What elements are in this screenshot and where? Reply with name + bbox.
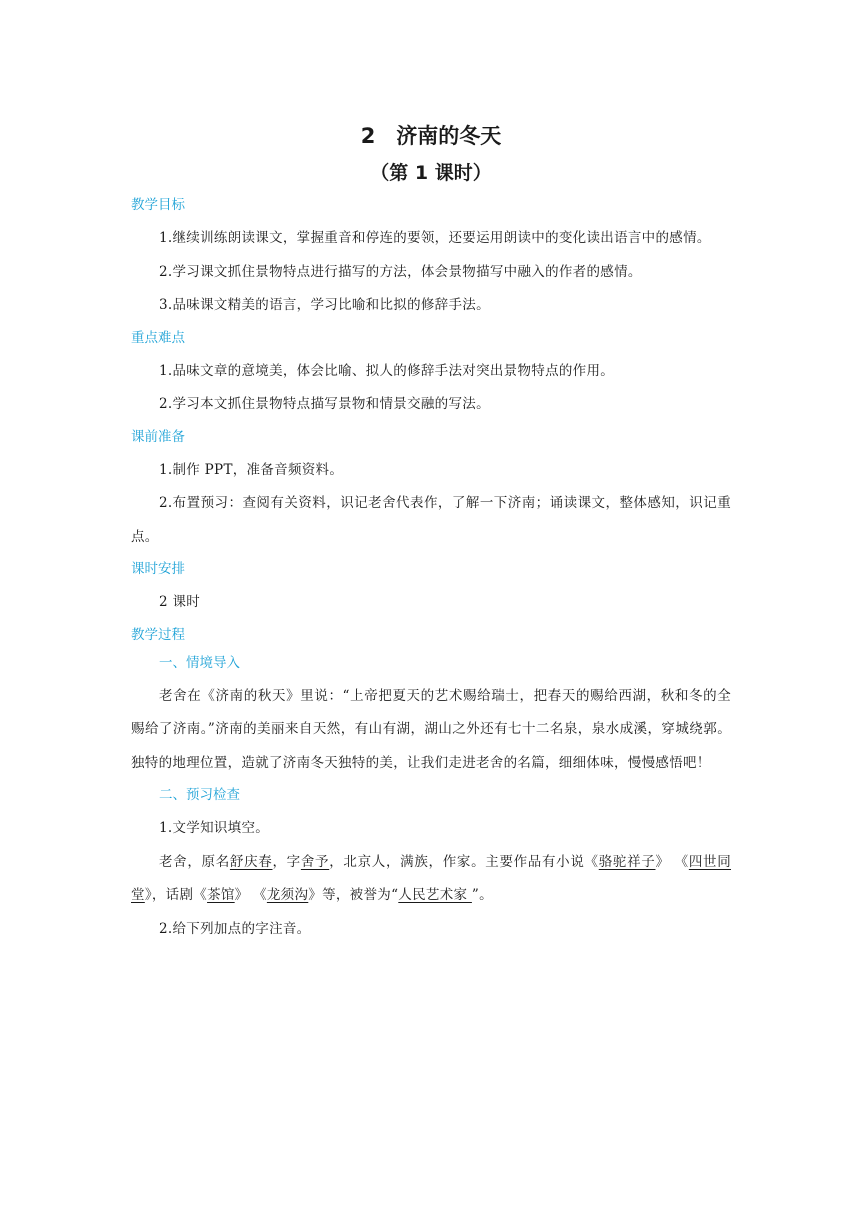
fill-text: ”。 <box>471 887 493 903</box>
key-point-item: 1.品味文章的意境美，体会比喻、拟人的修辞手法对突出景物特点的作用。 <box>159 362 615 379</box>
section-heading-schedule: 课时安排 <box>131 561 185 577</box>
intro-paragraph: 老舍在《济南的秋天》里说：“上帝把夏天的艺术赐给瑞士，把春天的赐给西湖，秋和冬的全赐给了济南。”济南的美丽来自天然，有山有湖，湖山之外还有七十二名泉，泉水成溪，穿城绕郭。独特的地理位置，造就了济南冬天独特的美，让我们走进老舍的名篇，细细体味，慢慢感悟吧！ <box>131 687 731 771</box>
preview-item-2: 2.给下列加点的字注音。 <box>159 920 311 937</box>
fill-text: 老舍，原名 <box>159 853 230 870</box>
document-page <box>131 118 731 946</box>
fill-text: ，字 <box>272 853 301 870</box>
preparation-item: 1.制作 PPT，准备音频资料。 <box>159 461 344 478</box>
preparation-item: 2.布置预习：查阅有关资料，识记老舍代表作，了解一下济南；诵读课文，整体感知，识记重点。 <box>131 495 731 545</box>
fill-answer: 舍予 <box>300 853 330 870</box>
fill-text: ，北京人，满族，作家。主要作品有小说《 <box>329 853 599 870</box>
schedule-text: 2 课时 <box>159 594 201 610</box>
objective-item: 1.继续训练朗读课文，掌握重音和停连的要领，还要运用朗读中的变化读出语言中的感情。 <box>159 230 711 246</box>
preview-item-1: 1.文学知识填空。 <box>159 820 270 836</box>
fill-answer: 舒庆春 <box>229 853 273 870</box>
section-heading-preparation: 课前准备 <box>131 428 185 445</box>
fill-text: 》等，被誉为“ <box>308 887 399 903</box>
subheading-situation-intro: 一、情境导入 <box>159 654 240 671</box>
section-heading-process: 教学过程 <box>131 626 185 643</box>
fill-answer: 四世同堂 <box>131 853 731 903</box>
fill-answer: 茶馆 <box>207 887 235 903</box>
key-point-item: 2.学习本文抓住景物特点描写景物和情景交融的写法。 <box>159 396 490 412</box>
objective-item: 3.品味课文精美的语言，学习比喻和比拟的修辞手法。 <box>159 297 490 313</box>
fill-text: 》 《 <box>655 853 689 870</box>
fill-answer: 人民艺术家 <box>398 887 472 903</box>
fill-text: 》 《 <box>234 887 267 903</box>
lesson-title: 2 济南的冬天 <box>360 124 502 148</box>
fill-answer: 龙须沟 <box>266 887 309 903</box>
fill-in-paragraph <box>131 846 731 913</box>
subheading-preview-check: 二、预习检查 <box>159 787 240 803</box>
objective-item: 2.学习课文抓住景物特点进行描写的方法，体会景物描写中融入的作者的感情。 <box>159 263 642 280</box>
section-heading-objectives: 教学目标 <box>131 197 185 213</box>
fill-answer: 骆驼祥子 <box>598 853 656 870</box>
lesson-subtitle: （第 1 课时） <box>370 162 492 184</box>
section-heading-key-points: 重点难点 <box>131 329 185 346</box>
fill-text: 》，话剧《 <box>144 887 208 903</box>
